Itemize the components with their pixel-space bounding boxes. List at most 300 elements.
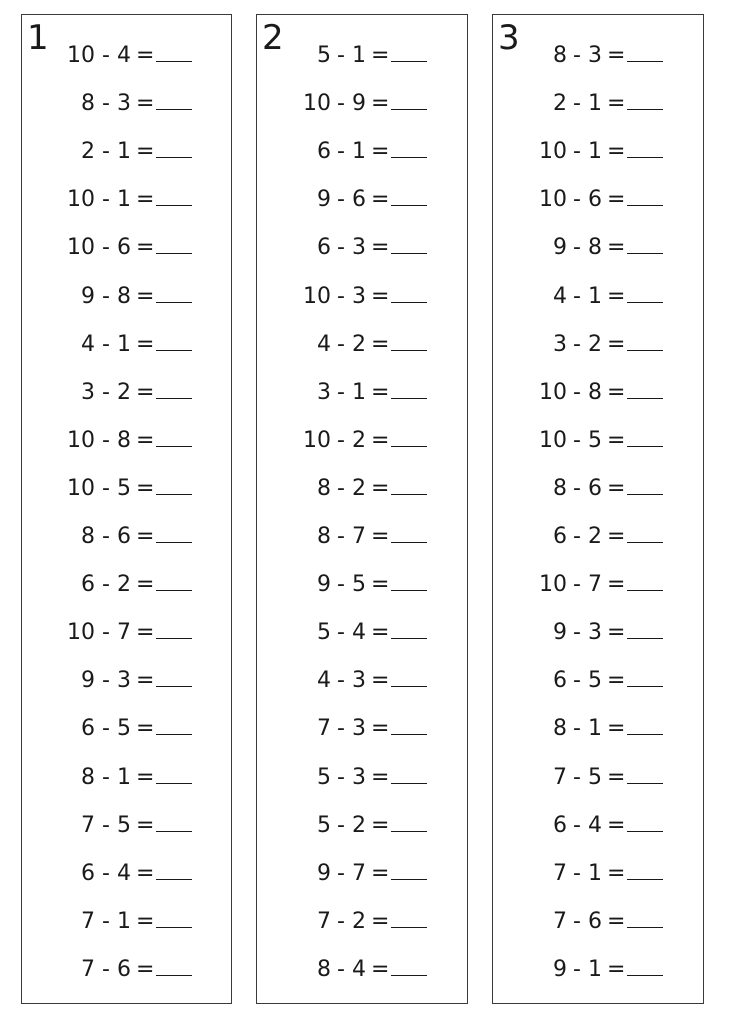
problem-row [493,712,703,746]
answer-blank[interactable] [391,664,427,687]
answer-blank[interactable] [156,87,192,110]
answer-blank[interactable] [156,568,192,591]
equals-sign: = [136,668,155,694]
answer-blank[interactable] [156,712,192,735]
subtrahend: 4 [588,812,602,838]
answer-blank[interactable] [627,39,663,62]
subtrahend: 5 [588,668,602,694]
subtrahend: 1 [588,139,602,165]
problem-row [22,712,231,746]
minuend: 8 [553,475,567,501]
equals-sign: = [136,91,155,117]
problem-row [257,664,467,698]
minuend: 8 [553,43,567,68]
minus-sign: - [337,427,345,453]
equals-sign: = [607,524,626,549]
equals-sign: = [607,860,626,886]
minus-sign: - [102,187,110,213]
equals-sign: = [607,283,626,309]
minus-sign: - [337,43,345,68]
equals-sign: = [136,331,155,357]
subtrahend: 7 [352,524,366,549]
minus-sign: - [337,235,345,261]
minus-sign: - [102,91,110,117]
problem-row [493,424,703,458]
minuend: 9 [553,956,567,982]
answer-blank[interactable] [627,953,663,976]
minuend: 6 [81,860,95,886]
minuend: 6 [553,668,567,694]
minus-sign: - [102,764,110,790]
minuend: 7 [553,860,567,886]
problem-row [257,183,467,217]
equals-sign: = [607,716,626,742]
answer-blank[interactable] [156,280,192,303]
equals-sign: = [136,908,155,934]
equals-sign: = [136,620,155,646]
equals-sign: = [136,139,155,165]
answer-blank[interactable] [156,953,192,976]
subtrahend: 5 [117,716,131,742]
problem-row [257,809,467,843]
answer-blank[interactable] [627,905,663,928]
minuend: 3 [317,379,331,405]
minuend: 9 [553,235,567,261]
equals-sign: = [607,187,626,213]
subtrahend: 1 [588,283,602,309]
problem-row [257,376,467,410]
subtrahend: 1 [117,908,131,934]
subtrahend: 2 [352,331,366,357]
minus-sign: - [337,91,345,117]
minuend: 8 [81,764,95,790]
minus-sign: - [337,908,345,934]
equals-sign: = [371,283,390,309]
answer-blank[interactable] [391,87,427,110]
minus-sign: - [337,283,345,309]
equals-sign: = [607,764,626,790]
problem-row [493,135,703,169]
minus-sign: - [573,91,581,117]
minus-sign: - [573,812,581,838]
answer-blank[interactable] [391,280,427,303]
answer-blank[interactable] [156,761,192,784]
equals-sign: = [136,475,155,501]
minuend: 9 [317,860,331,886]
answer-blank[interactable] [627,472,663,495]
subtrahend: 8 [117,283,131,309]
subtrahend: 1 [352,379,366,405]
problem-row [22,664,231,698]
minuend: 3 [81,379,95,405]
subtrahend: 3 [117,668,131,694]
minus-sign: - [573,235,581,261]
problem-row [493,376,703,410]
subtrahend: 5 [117,812,131,838]
equals-sign: = [371,139,390,165]
answer-blank[interactable] [156,39,192,62]
minus-sign: - [337,524,345,549]
column-number: 3 [498,18,520,58]
answer-blank[interactable] [391,520,427,543]
equals-sign: = [607,139,626,165]
minuend: 4 [81,331,95,357]
minus-sign: - [573,716,581,742]
minuend: 9 [317,187,331,213]
answer-blank[interactable] [156,809,192,832]
problem-row [493,231,703,265]
answer-blank[interactable] [156,616,192,639]
minuend: 2 [81,139,95,165]
answer-blank[interactable] [627,761,663,784]
answer-blank[interactable] [391,472,427,495]
problem-row [22,953,231,987]
minuend: 8 [81,91,95,117]
subtrahend: 1 [352,139,366,165]
problem-row [22,905,231,939]
equals-sign: = [607,475,626,501]
subtrahend: 8 [588,379,602,405]
minuend: 7 [81,812,95,838]
minuend: 10 [67,187,95,213]
minuend: 8 [317,475,331,501]
answer-blank[interactable] [627,231,663,254]
answer-blank[interactable] [627,664,663,687]
equals-sign: = [136,524,155,549]
answer-blank[interactable] [627,424,663,447]
minuend: 7 [81,908,95,934]
minus-sign: - [573,524,581,549]
minus-sign: - [337,139,345,165]
minus-sign: - [102,860,110,886]
minuend: 10 [539,572,567,598]
subtrahend: 2 [117,379,131,405]
subtrahend: 6 [117,235,131,261]
subtrahend: 8 [117,427,131,453]
problem-row [493,953,703,987]
answer-blank[interactable] [156,520,192,543]
minuend: 6 [81,716,95,742]
equals-sign: = [136,860,155,886]
subtrahend: 3 [117,91,131,117]
answer-blank[interactable] [627,857,663,880]
answer-blank[interactable] [156,857,192,880]
answer-blank[interactable] [627,568,663,591]
subtrahend: 3 [352,668,366,694]
equals-sign: = [607,235,626,261]
answer-blank[interactable] [627,87,663,110]
answer-blank[interactable] [156,472,192,495]
answer-blank[interactable] [627,376,663,399]
minuend: 7 [317,908,331,934]
equals-sign: = [607,379,626,405]
minuend: 6 [553,812,567,838]
minus-sign: - [337,860,345,886]
answer-blank[interactable] [391,231,427,254]
minus-sign: - [102,668,110,694]
problem-row [257,905,467,939]
minus-sign: - [102,620,110,646]
minus-sign: - [102,956,110,982]
subtrahend: 2 [352,812,366,838]
answer-blank[interactable] [391,616,427,639]
subtrahend: 4 [352,956,366,982]
subtrahend: 1 [117,331,131,357]
problem-row [22,616,231,650]
equals-sign: = [371,235,390,261]
minuend: 6 [317,235,331,261]
problem-row [257,953,467,987]
subtrahend: 5 [117,475,131,501]
problem-row [493,809,703,843]
minuend: 10 [303,283,331,309]
minuend: 8 [317,524,331,549]
answer-blank[interactable] [156,424,192,447]
minuend: 4 [317,668,331,694]
equals-sign: = [607,572,626,598]
subtrahend: 5 [352,572,366,598]
minus-sign: - [102,812,110,838]
answer-blank[interactable] [156,183,192,206]
minus-sign: - [337,956,345,982]
minus-sign: - [102,427,110,453]
minus-sign: - [102,379,110,405]
answer-blank[interactable] [391,328,427,351]
problem-row [257,520,467,554]
equals-sign: = [371,187,390,213]
minuend: 5 [317,620,331,646]
problem-row [22,472,231,506]
minuend: 8 [553,716,567,742]
answer-blank[interactable] [391,183,427,206]
answer-blank[interactable] [391,568,427,591]
minus-sign: - [573,331,581,357]
problem-row [22,857,231,891]
minuend: 9 [81,283,95,309]
equals-sign: = [371,860,390,886]
answer-blank[interactable] [627,135,663,158]
subtrahend: 1 [588,91,602,117]
subtrahend: 1 [352,43,366,68]
minus-sign: - [337,475,345,501]
problem-row [493,520,703,554]
answer-blank[interactable] [391,905,427,928]
subtrahend: 6 [117,524,131,549]
equals-sign: = [371,716,390,742]
equals-sign: = [607,620,626,646]
minus-sign: - [573,379,581,405]
minus-sign: - [102,716,110,742]
answer-blank[interactable] [391,376,427,399]
equals-sign: = [607,908,626,934]
problem-row [257,424,467,458]
equals-sign: = [136,235,155,261]
equals-sign: = [136,283,155,309]
minus-sign: - [573,427,581,453]
problem-row [493,905,703,939]
answer-blank[interactable] [391,761,427,784]
problem-row [257,328,467,362]
minus-sign: - [573,620,581,646]
answer-blank[interactable] [156,135,192,158]
answer-blank[interactable] [391,809,427,832]
problem-row [22,376,231,410]
subtrahend: 2 [588,331,602,357]
minus-sign: - [102,524,110,549]
equals-sign: = [136,956,155,982]
problem-row [22,328,231,362]
equals-sign: = [607,668,626,694]
answer-blank[interactable] [391,712,427,735]
answer-blank[interactable] [156,664,192,687]
problem-row [22,520,231,554]
minuend: 9 [317,572,331,598]
answer-blank[interactable] [627,616,663,639]
problem-row [22,87,231,121]
subtrahend: 3 [352,764,366,790]
subtrahend: 8 [588,235,602,261]
problem-row [22,761,231,795]
minuend: 5 [317,43,331,68]
minuend: 3 [553,331,567,357]
minus-sign: - [102,572,110,598]
minus-sign: - [573,139,581,165]
minus-sign: - [573,668,581,694]
subtrahend: 2 [117,572,131,598]
problem-row [257,616,467,650]
subtrahend: 3 [588,43,602,68]
minuend: 6 [553,524,567,549]
minuend: 10 [303,91,331,117]
problem-row [22,231,231,265]
subtrahend: 3 [352,283,366,309]
subtrahend: 6 [588,187,602,213]
minus-sign: - [102,331,110,357]
equals-sign: = [136,572,155,598]
subtrahend: 4 [117,43,131,68]
subtrahend: 3 [352,235,366,261]
minus-sign: - [573,475,581,501]
subtrahend: 4 [352,620,366,646]
answer-blank[interactable] [627,712,663,735]
answer-blank[interactable] [391,857,427,880]
problem-row [257,231,467,265]
minuend: 2 [553,91,567,117]
minuend: 7 [317,716,331,742]
problem-row [22,809,231,843]
equals-sign: = [371,475,390,501]
subtrahend: 1 [588,860,602,886]
minus-sign: - [102,908,110,934]
equals-sign: = [371,956,390,982]
answer-blank[interactable] [627,183,663,206]
answer-blank[interactable] [627,520,663,543]
answer-blank[interactable] [391,424,427,447]
minus-sign: - [337,187,345,213]
minus-sign: - [573,43,581,68]
minus-sign: - [337,572,345,598]
subtrahend: 7 [352,860,366,886]
minus-sign: - [102,43,110,68]
equals-sign: = [136,379,155,405]
subtrahend: 5 [588,427,602,453]
subtrahend: 6 [117,956,131,982]
minus-sign: - [337,668,345,694]
answer-blank[interactable] [391,953,427,976]
subtrahend: 4 [117,860,131,886]
minuend: 10 [67,475,95,501]
problem-row [22,183,231,217]
equals-sign: = [607,91,626,117]
problem-row [257,568,467,602]
answer-blank[interactable] [391,39,427,62]
minus-sign: - [337,716,345,742]
minus-sign: - [337,331,345,357]
subtrahend: 6 [352,187,366,213]
minuend: 10 [67,235,95,261]
problem-row [22,424,231,458]
equals-sign: = [371,812,390,838]
answer-blank[interactable] [627,280,663,303]
equals-sign: = [607,956,626,982]
minuend: 5 [317,812,331,838]
problem-row [493,39,703,73]
subtrahend: 3 [588,620,602,646]
subtrahend: 2 [352,475,366,501]
subtrahend: 6 [588,475,602,501]
equals-sign: = [371,524,390,549]
equals-sign: = [371,331,390,357]
equals-sign: = [371,379,390,405]
problem-row [22,568,231,602]
minuend: 7 [553,908,567,934]
problem-row [257,472,467,506]
answer-blank[interactable] [156,328,192,351]
worksheet-column-1 [21,14,232,1004]
answer-blank[interactable] [391,135,427,158]
answer-blank[interactable] [156,231,192,254]
subtrahend: 1 [117,139,131,165]
equals-sign: = [607,331,626,357]
minus-sign: - [102,475,110,501]
problem-row [493,87,703,121]
problem-row [257,39,467,73]
subtrahend: 1 [588,716,602,742]
minuend: 10 [539,427,567,453]
minuend: 7 [553,764,567,790]
equals-sign: = [371,908,390,934]
answer-blank[interactable] [156,905,192,928]
equals-sign: = [371,91,390,117]
minuend: 8 [317,956,331,982]
minuend: 10 [539,187,567,213]
equals-sign: = [136,43,155,68]
minus-sign: - [102,139,110,165]
equals-sign: = [371,427,390,453]
answer-blank[interactable] [156,376,192,399]
answer-blank[interactable] [627,809,663,832]
minus-sign: - [573,764,581,790]
minuend: 10 [67,427,95,453]
answer-blank[interactable] [627,328,663,351]
equals-sign: = [371,764,390,790]
problem-row [493,664,703,698]
equals-sign: = [371,43,390,68]
column-number: 1 [27,18,49,58]
equals-sign: = [607,812,626,838]
subtrahend: 2 [352,908,366,934]
equals-sign: = [607,427,626,453]
